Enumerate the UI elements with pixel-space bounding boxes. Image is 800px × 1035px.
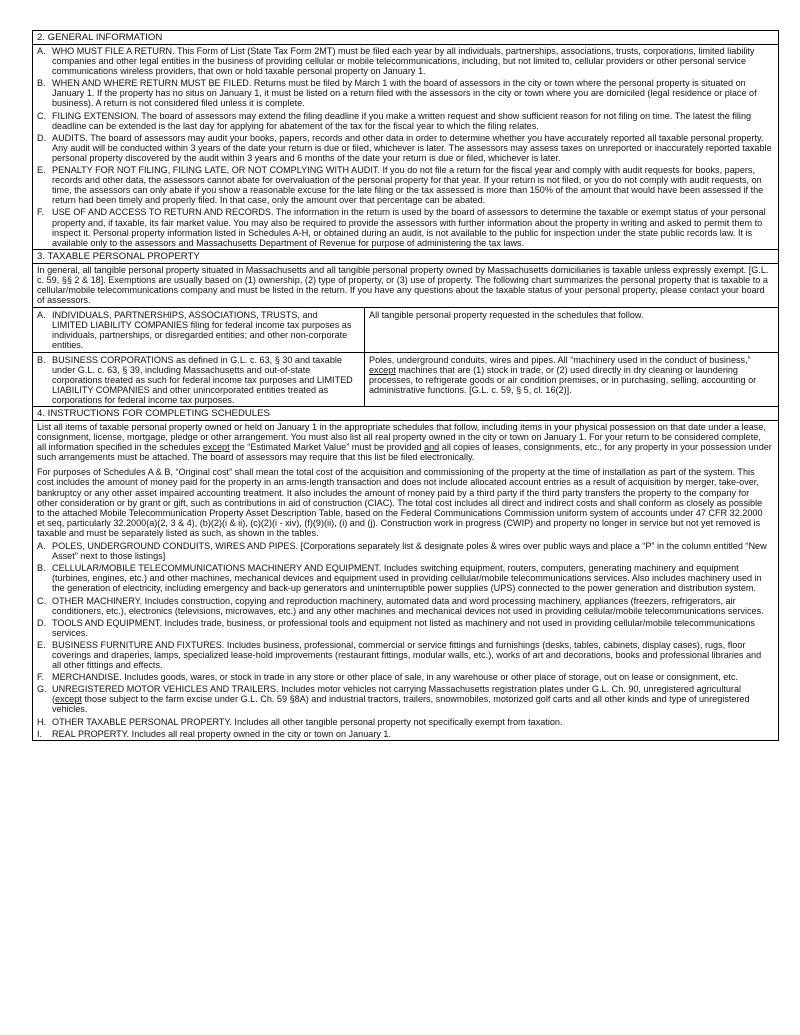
underlined-except: except [202, 442, 230, 453]
instructions-paragraph-2: For purposes of Schedules A & B, “Original cost” shall mean the total cost of the acquisition and commissioning of the property at the time of installation as part of the system. This cost includes the amount of money paid for the property in an arms-length transaction and does not include allocated account entries as a result of acquisition by merger, take-over, bankruptcy or any other asset impaired accounting treatment. It also includes the amount of money paid by a third party if the third party transfers the property to the company for other consideration or by grant or gift, such as contributions in aid of construction (CIAC). The total cost includes all direct and indirect costs and shall conform as closely as possible to the attached Mobile Telecommunication Property Asset Description Table, based on the Federal Communications Commission uniform system of accounts under 47 CFR 32.2000 et seq, particularly 32.2000(a)(2, 3 & 4), (b)(2)(i & ii), (c)(2)(i - xiv), (f)(9)(ii), (i) and (j). Construction work in progress (CWIP) and property no longer in service but not yet removed is taxable and must be separately listed as such, as shown in the tables. [37, 467, 763, 538]
item-text: PENALTY FOR NOT FILING, FILING LATE, OR NOT COMPLYING WITH AUDIT. If you do not file a return for the fiscal year and comply with audit requests for books, papers, records and other data, the assessors cannot abate for overvaluation of the personal property for that year. If your return is not filed, or you do not comply with audit requests, on time, the assessors can only abate if you show a reasonable excuse for the late filing or the tax assessed is more than 150% of the amount that would have been assessed if the return had been timely and properly filed. In that case, only the amount over that percentage can be abated. [52, 165, 764, 206]
item-text: USE OF AND ACCESS TO RETURN AND RECORDS. The information in the return is used by the board of assessors to determine the taxable or exempt status of your personal property and, if taxable, its fair market value. You may also be required to provide the assessors with further information about the property in writing and asked to permit them to inspect it. Personal property information listed in Schedules A-H, or obtained during an audit, is not available to the public for inspection under the state public records law. It is available only to the assessors and Massachusetts Department of Revenue for purpose of administering the tax laws. [52, 207, 766, 248]
item-label: C. [37, 110, 47, 121]
item-text [52, 684, 772, 714]
entity-text: INDIVIDUALS, PARTNERSHIPS, ASSOCIATIONS, TRUSTS, and LIMITED LIABILITY COMPANIES filing for federal income tax purposes as individuals, partnerships, or disregarded entities; and other non-corporate entities. [52, 310, 352, 351]
instructions-paragraph-1 [33, 421, 778, 464]
item-text: CELLULAR/MOBILE TELECOMMUNICATIONS MACHINERY AND EQUIPMENT. Includes switching equipment, routers, computers, generating machinery and equipment (turbines, engines, etc.) and other machines, mechanical devices and equipment used in providing cellular/mobile telecommunications services. Also includes machinery used in the generation of electricity, including emergency and back-up generators and uninterruptible power supplies (UPS) connected to the power generation and distribution system. [52, 563, 762, 594]
item-text: POLES, UNDERGROUND CONDUITS, WIRES AND PIPES. [Corporations separately list & designate poles & wires over public ways and place a “P” in the column entitled “New Asset” next to those listings] [52, 541, 767, 562]
item-text: FILING EXTENSION. The board of assessors may extend the filing deadline if you make a written request and show sufficient reason for not filing on time. The latest the filing deadline can be extended is the last day for applying for abatement of the tax for the fiscal year to which the filing relates. [52, 110, 752, 131]
list-item [33, 617, 778, 639]
item-text: AUDITS. The board of assessors may audit your books, papers, records and other data in order to determine whether you have accurately reported all taxable personal property. Any audit will be conducted within 3 years of the date your return is due or filed, whichever is later. The assessors may assess taxes on unreported or inaccurately reported taxable personal property discovered by the audit within 3 years and 6 months of the date your return is due or filed, whichever is later. [52, 132, 772, 163]
list-item [33, 164, 778, 206]
paragraph-text-part: all copies of leases, consignments, etc., for any property in your possession under such arrangements must be attached. The board of assessors may require that this list be filed electronically. [37, 442, 772, 463]
item-label: B. [37, 563, 46, 574]
item-text: TOOLS AND EQUIPMENT. Includes trade, business, or professional tools and equipment not listed as machinery and not used in providing cellular/mobile telecommunications services. [52, 617, 755, 638]
item-label: E. [37, 165, 46, 176]
entity-text: BUSINESS CORPORATIONS as defined in G.L. c. 63, § 30 and taxable under G.L. c. 63, § 39, including Massachusetts and out-of-state corporations treated as such for federal income tax purposes and LIMITED LIABILITY COMPANIES and other unincorporated entities treated as corporations for federal income tax purposes. [52, 354, 353, 405]
list-item [33, 110, 778, 132]
property-text-part: machines that are (1) stock in trade, or (2) used directly in dry cleaning or laundering processes, to refrigerate goods or air condition premises, or in purchasing, selling, accounting or administrative functions. [G.L. c. 59, § 5, cl. 16(2)]. [369, 364, 757, 395]
list-item [33, 540, 778, 562]
section-header-general-information: 2. GENERAL INFORMATION [33, 31, 778, 45]
table-cell-property: All tangible personal property requested in the schedules that follow. [365, 308, 779, 352]
item-label: E. [37, 639, 46, 650]
list-item [33, 132, 778, 164]
form-page [32, 30, 779, 741]
list-item [33, 595, 778, 617]
item-label: G. [37, 684, 47, 695]
item-text: OTHER TAXABLE PERSONAL PROPERTY. Includes all other tangible personal property not specifically exempt from taxation. [52, 716, 563, 727]
item-text: WHO MUST FILE A RETURN. This Form of List (State Tax Form 2MT) must be filed each year by all individuals, partnerships, associations, trusts, corporations, limited liability companies and other legal entities in the business of providing cellular or mobile telecommunications, including, but not limited to, cellular providers or other personal service communications wireless providers, that own or hold taxable personal property on January 1. [52, 46, 755, 77]
taxable-property-table [33, 307, 778, 407]
list-item [33, 45, 778, 77]
underlined-except: except [369, 364, 396, 375]
paragraph-text-part: List all items of taxable personal property owned or held on January 1 in the appropriate schedules that follow, including items in your physical possession on that date under a lease, consignment, license, mortgage, pledge or other arrangement. You must also list all real property owned in the city or town on January 1. For your return to be considered complete, all information specified in the schedules [37, 422, 766, 453]
item-label: D. [37, 132, 47, 143]
table-row [33, 308, 778, 352]
item-text: WHEN AND WHERE RETURN MUST BE FILED. Returns must be filed by March 1 with the board of assessors in the city or town where the personal property is situated on January 1. If the property has no situs on January 1, it must be listed on a return filed with the assessors in the city or town where you are domiciled (legal residence or place of business). A return is not considered filed unless it is complete. [52, 78, 757, 109]
item-label: B. [37, 78, 46, 89]
item-label: I. [37, 728, 43, 739]
row-label: B. [37, 354, 46, 365]
list-item [33, 206, 778, 248]
item-text: MERCHANDISE. Includes goods, wares, or stock in trade in any store or other place of sale, in any warehouse or other place of storage, out on lease or consignment, etc. [52, 672, 738, 683]
item-text: REAL PROPERTY. Includes all real property owned in the city or town on January 1. [52, 728, 391, 739]
list-item [33, 728, 778, 740]
item-label: D. [37, 617, 47, 628]
item-text-part: those subject to the farm excise under G.L. Ch. 59 §8A) and industrial tractors, trailers, snowmobiles, motorized golf carts and all other kinds and type of unregistered vehicles. [52, 694, 750, 715]
item-label: A. [37, 46, 46, 56]
list-item [33, 77, 778, 109]
item-label: C. [37, 595, 47, 606]
list-item [33, 716, 778, 728]
list-item [33, 683, 778, 715]
underlined-and: and [424, 442, 440, 453]
item-label: A. [37, 541, 46, 552]
paragraph-text-part: the “Estimated Market Value” must be provided [229, 442, 425, 453]
item-text-part: UNREGISTERED MOTOR VEHICLES AND TRAILERS. Includes motor vehicles not carrying Massachusetts registration plates under G.L. Ch. 90, unregistered agricultural ( [52, 684, 742, 705]
item-label: F. [37, 672, 45, 683]
section-header-instructions: 4. INSTRUCTIONS FOR COMPLETING SCHEDULES [33, 407, 778, 421]
list-item [33, 639, 778, 671]
general-information-list [33, 45, 778, 249]
item-label: F. [37, 207, 45, 218]
underlined-except: except [55, 694, 82, 705]
item-text: BUSINESS FURNITURE AND FIXTURES. Includes business, professional, commercial or service fittings and furnishings (desks, tables, cabinets, display cases), rugs, floor coverings and draperies, lamps, specialized lease-hold improvements (restaurant fittings, modular walls, etc.), works of art and decorations, books and professional libraries and all other fittings and effects. [52, 639, 762, 671]
item-text: OTHER MACHINERY. Includes construction, copying and reproduction machinery, automated data and word processing machinery, appliances (freezers, refrigerators, air conditioners, etc.), electronics (televisions, microwaves, etc.) and any other machines and mechanical devices not used in providing cellular/mobile telecommunications services. [52, 595, 764, 616]
list-item [33, 671, 778, 683]
table-row [33, 352, 778, 406]
section-header-taxable-personal-property: 3. TAXABLE PERSONAL PROPERTY [33, 249, 778, 264]
taxable-intro-paragraph: In general, all tangible personal property situated in Massachusetts and all tangible personal property owned by Massachusetts domiciliaries is taxable unless expressly exempt. [G.L. c. 59, §§ 2 & 18]. Exemptions are usually based on (1) ownership, (2) type of property, or (3) use of property. The following chart summarizes the personal property that is taxable to a cellular/mobile telecommunications company and must be listed in the return. If you have any questions about the taxable status of your personal property, please contact your board of assessors. [37, 264, 769, 306]
instructions-section [33, 407, 778, 740]
item-label: H. [37, 716, 47, 727]
property-text-part: Poles, underground conduits, wires and pipes. All “machinery used in the conduct of business,” [369, 354, 751, 365]
table-cell-property [365, 352, 779, 406]
table-cell-entity [33, 308, 365, 352]
table-cell-entity [33, 352, 365, 406]
list-item [33, 562, 778, 594]
row-label: A. [37, 310, 46, 321]
